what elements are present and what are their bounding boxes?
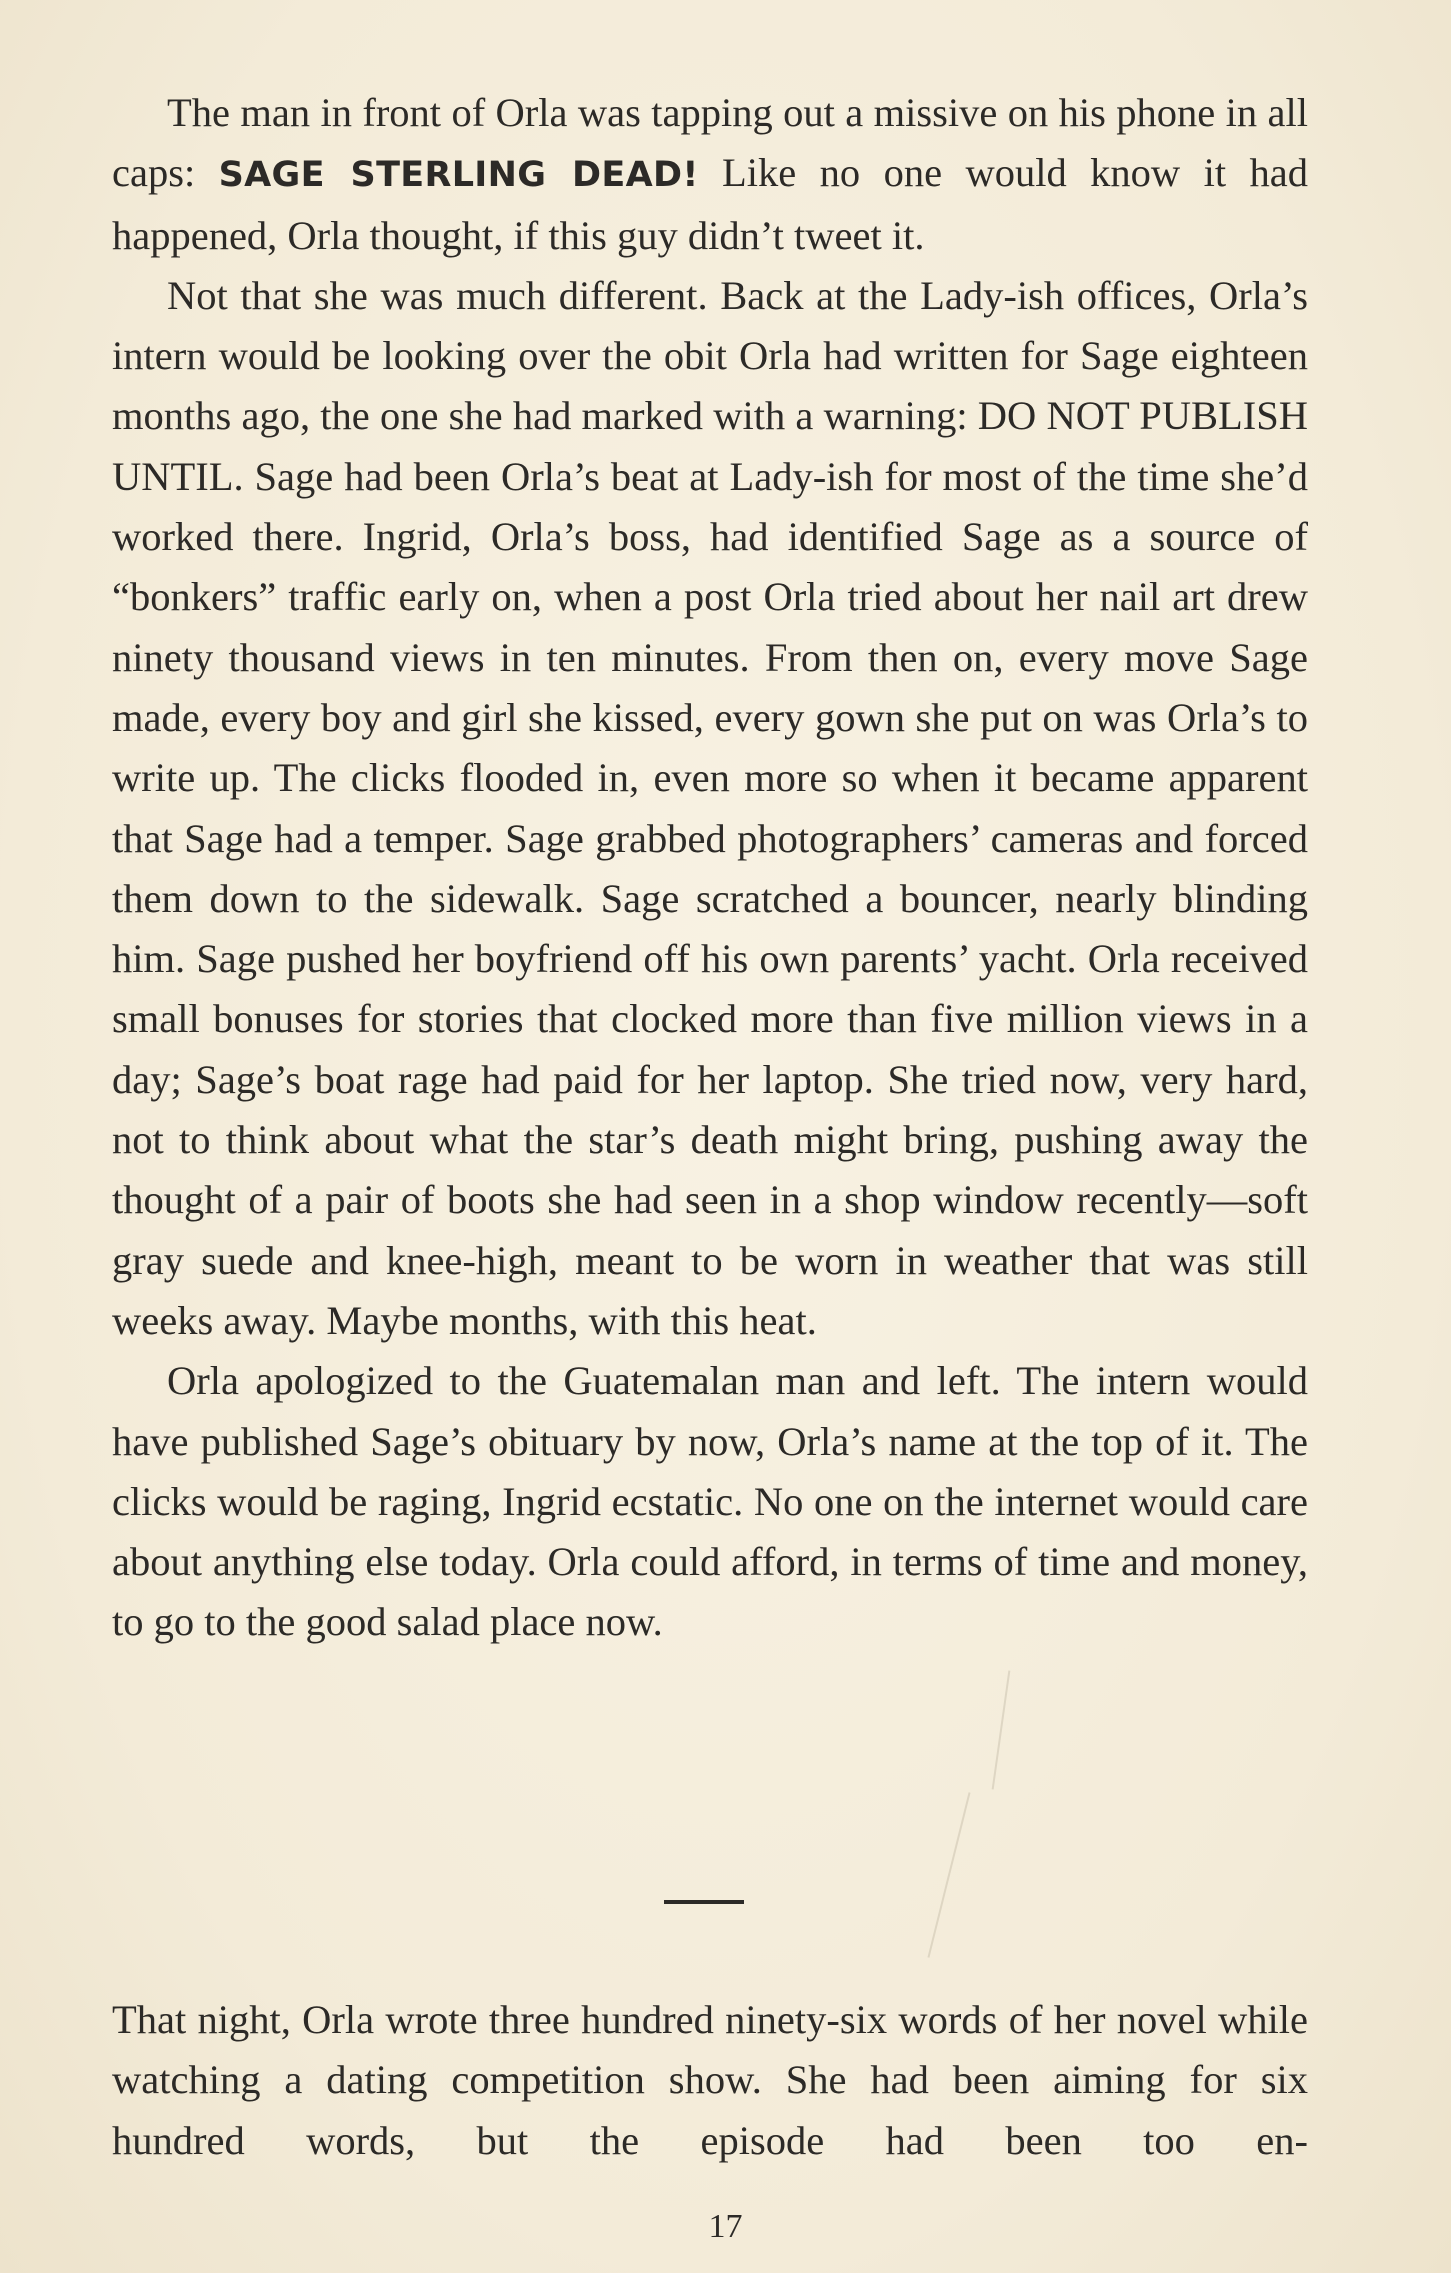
paragraph-3: Orla apologized to the Guatemalan man and left. The intern would have published Sage’s obituary by now, Orla’s name at the top of it. The clicks would be raging, Ingrid ecstatic. No one on the internet would care about anything else today. Orla could afford, in terms of time and money, to go to the good salad place now.	[112, 1358, 1308, 1645]
paragraph-1	[112, 83, 1308, 266]
paper-crease	[992, 1670, 1011, 1789]
paragraph-2: Not that she was much different. Back at the Lady-ish offices, Orla’s intern would be looking over the obit Orla had written for Sage eighteen months ago, the one she had marked with a warning: DO NOT PUBLISH UNTIL. Sage had been Orla’s beat at Lady-ish for most of the time she’d worked there. Ingrid, Orla’s boss, had identified Sage as a source of “bonkers” traffic early on, when a post Orla tried about her nail art drew ninety thousand views in ten minutes. From then on, every move Sage made, every boy and girl she kissed, every gown she put on was Orla’s to write up. The clicks flooded in, even more so when it became apparent that Sage had a temper. Sage grabbed photographers’ cameras and forced them down to the sidewalk. Sage scratched a bouncer, nearly blinding him. Sage pushed her boyfriend off his own parents’ yacht. Orla received small bonuses for stories that clocked more than five million views in a day; Sage’s boat rage had paid for her laptop. She tried now, very hard, not to think about what the star’s death might bring, pushing away the thought of a pair of boots she had seen in a shop window recently—soft gray suede and knee-high, meant to be worn in weather that was still weeks away. Maybe months, with this heat.	[112, 272, 1308, 1343]
body-text	[112, 83, 1308, 1653]
paper-crease	[927, 1792, 970, 1957]
paragraph-1-after: Like no one would know it had happened, Orla thought, if this guy didn’t tweet it.	[112, 150, 1308, 258]
scene-break-rule	[664, 1900, 744, 1904]
body-text-after-break	[112, 1990, 1308, 2171]
paragraph-1-caps: SAGE STERLING DEAD!	[218, 155, 699, 196]
paragraph-1-before: The man in front of Orla was tapping out a missive on his phone in all caps:	[112, 90, 1308, 196]
paragraph-4: That night, Orla wrote three hundred ninety-six words of her novel while watching a dating competition show. She had been aiming for six hundred words, but the episode had been too en-	[112, 1997, 1308, 2163]
page-number: 17	[708, 2208, 743, 2245]
